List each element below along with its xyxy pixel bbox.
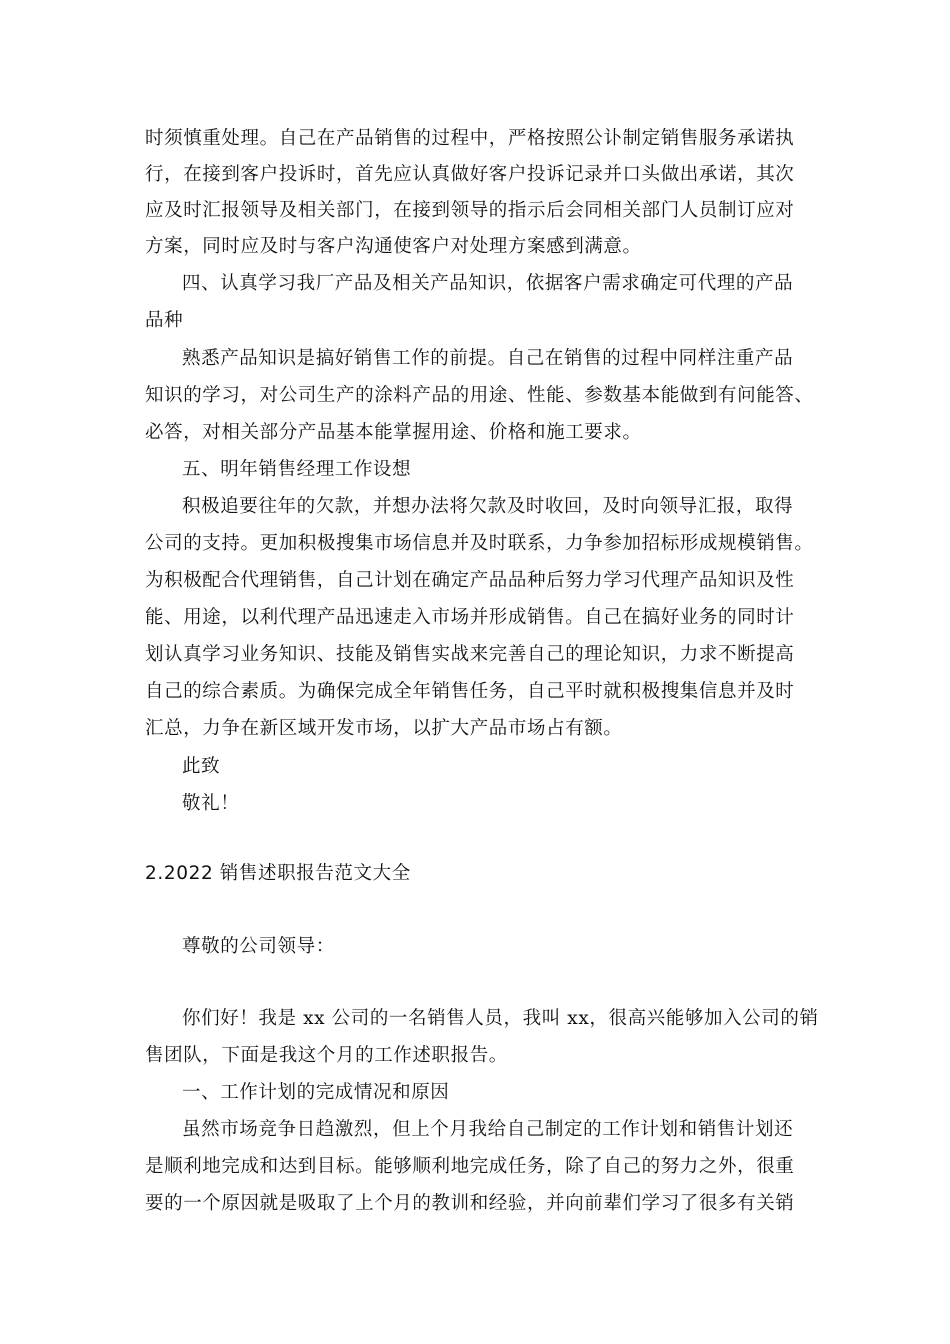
paragraph-line: 自己的综合素质。为确保完成全年销售任务，自己平时就积极搜集信息并及时 — [145, 681, 795, 702]
paragraph-line: 为积极配合代理销售，自己计划在确定产品品种后努力学习代理产品知识及性 — [145, 570, 795, 591]
paragraph-line: 你们好！我是 xx 公司的一名销售人员，我叫 xx，很高兴能够加入公司的销 — [182, 1008, 819, 1029]
paragraph-line: 是顺利地完成和达到目标。能够顺利地完成任务，除了自己的努力之外，很重 — [145, 1156, 795, 1177]
paragraph-line: 方案，同时应及时与客户沟通使客户对处理方案感到满意。 — [145, 236, 642, 257]
paragraph-line: 时须慎重处理。自己在产品销售的过程中，严格按照公讣制定销售服务承诺执 — [145, 128, 795, 149]
paragraph-line: 积极追要往年的欠款，并想办法将欠款及时收回，及时向领导汇报，取得 — [182, 496, 794, 517]
greeting: 尊敬的公司领导： — [182, 936, 335, 957]
closing-salutation: 此致 — [182, 756, 221, 777]
section-heading-4: 四、认真学习我厂产品及相关产品知识，依据客户需求确定可代理的产品 — [182, 273, 794, 294]
paragraph-line: 必答，对相关部分产品基本能掌握用途、价格和施工要求。 — [145, 422, 642, 443]
paragraph-line: 知识的学习，对公司生产的涂料产品的用途、性能、参数基本能做到有问能答、 — [145, 385, 814, 406]
paragraph-line: 售团队，下面是我这个月的工作述职报告。 — [145, 1045, 508, 1066]
paragraph-line: 行，在接到客户投诉时，首先应认真做好客户投诉记录并口头做出承诺，其次 — [145, 164, 795, 185]
section-title: 2.2022 销售述职报告范文大全 — [145, 863, 411, 884]
closing-regards: 敬礼！ — [182, 793, 240, 814]
subsection-heading-1: 一、工作计划的完成情况和原因 — [182, 1082, 450, 1103]
section-heading-5: 五、明年销售经理工作设想 — [182, 459, 412, 480]
paragraph-line: 汇总，力争在新区域开发市场，以扩大产品市场占有额。 — [145, 718, 623, 739]
paragraph-line: 划认真学习业务知识、技能及销售实战来完善自己的理论知识，力求不断提高 — [145, 644, 795, 665]
paragraph-line: 应及时汇报领导及相关部门，在接到领导的指示后会同相关部门人员制订应对 — [145, 200, 795, 221]
paragraph-line: 能、用途，以利代理产品迅速走入市场并形成销售。自己在搞好业务的同时计 — [145, 607, 795, 628]
paragraph-line: 公司的支持。更加积极搜集市场信息并及时联系，力争参加招标形成规模销售。 — [145, 533, 814, 554]
paragraph-line: 熟悉产品知识是搞好销售工作的前提。自己在销售的过程中同样注重产品 — [182, 348, 794, 369]
paragraph-line: 要的一个原因就是吸取了上个月的教训和经验，并向前辈们学习了很多有关销 — [145, 1193, 795, 1214]
paragraph-line: 虽然市场竞争日趋激烈，但上个月我给自己制定的工作计划和销售计划还 — [182, 1119, 794, 1140]
section-heading-4-continued: 品种 — [145, 310, 184, 331]
